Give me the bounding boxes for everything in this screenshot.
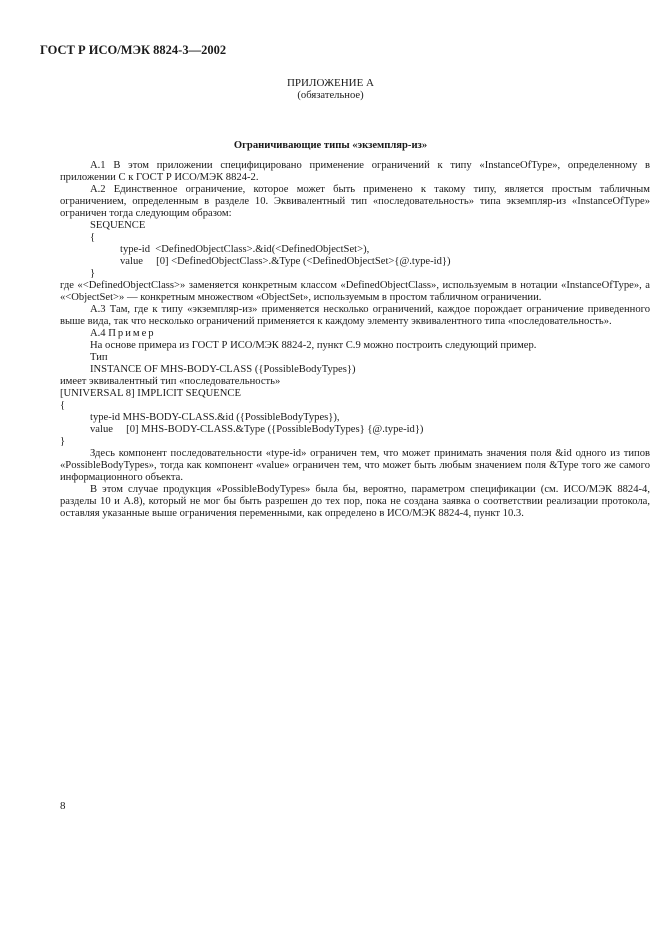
- paragraph-where: где «<DefinedObjectClass>» заменяется конкретным классом «DefinedObjectClass», используемым в нотации «InstanceOfType», а «<ObjectSet>» — конкретным множеством «ObjectSet», используемым в простом табличном ограничении.: [60, 280, 650, 303]
- code-line: {: [90, 232, 96, 243]
- code-line: type-id MHS-BODY-CLASS.&id ({PossibleBodyTypes}),: [90, 412, 340, 423]
- annex-title: ПРИЛОЖЕНИЕ А: [286, 77, 374, 89]
- paragraph-a1: А.1 В этом приложении специфицировано применение ограничений к типу «InstanceOfType», определенному в приложении С к ГОСТ Р ИСО/МЭК 8824-2.: [60, 160, 650, 183]
- paragraph-case: В этом случае продукция «PossibleBodyTypes» была бы, вероятно, параметром спецификации (см. ИСО/МЭК 8824-4, разделы 10 и А.8), который не мог бы быть разрешен до тех пор, пока не создана заявка о соответствии реализации протокола, оставляя указанные выше ограничения переменными, как определено в ИСО/МЭК 8824-4, пункт 10.3.: [60, 484, 650, 519]
- document-header: ГОСТ Р ИСО/МЭК 8824-3—2002: [40, 43, 227, 57]
- paragraph-a4: На основе примера из ГОСТ Р ИСО/МЭК 8824-2, пункт С.9 можно построить следующий пример.: [90, 340, 537, 351]
- code-line: }: [90, 268, 96, 279]
- code-line: type-id <DefinedObjectClass>.&id(<DefinedObjectSet>),: [120, 244, 370, 255]
- paragraph-a4-heading: [60, 328, 650, 340]
- paragraph-a3: А.3 Там, где к типу «экземпляр-из» применяется несколько ограничений, каждое порождает ограничение приведенного выше вида, так что несколько ограничений применяется к каждому элементу эквивалентного типа «последовательность».: [60, 304, 650, 327]
- code-line: Тип: [90, 352, 108, 363]
- paragraph-a2: А.2 Единственное ограничение, которое может быть применено к такому типу, является простым табличным ограничением, определенным в разделе 10. Эквивалентный тип «последовательность» типа экземпляр-из «InstanceOfType» ограничен тогда следующим образом:: [60, 184, 650, 219]
- code-line: value [0] <DefinedObjectClass>.&Type (<DefinedObjectSet>{@.type-id}): [120, 256, 451, 267]
- code-line: }: [60, 436, 66, 447]
- a4-number: А.4: [90, 328, 106, 339]
- code-line: value [0] MHS-BODY-CLASS.&Type ({PossibleBodyTypes} {@.type-id}): [90, 424, 424, 435]
- code-line: {: [60, 400, 66, 411]
- code-line: SEQUENCE: [90, 220, 146, 231]
- a4-label: Пример: [108, 328, 156, 339]
- section-heading: Ограничивающие типы «экземпляр-из»: [233, 140, 428, 151]
- page-number: 8: [60, 800, 66, 812]
- document-body: [60, 160, 650, 520]
- paragraph-here: Здесь компонент последовательности «type-id» ограничен тем, что может принимать значения поля &id одного из типов «PossibleBodyTypes», тогда как компонент «value» ограничен тем, что может быть любым значением поля &Type того же самого информационного объекта.: [60, 448, 650, 483]
- code-line: [UNIVERSAL 8] IMPLICIT SEQUENCE: [60, 388, 241, 399]
- annex-status: (обязательное): [297, 90, 364, 101]
- code-line: имеет эквивалентный тип «последовательность»: [60, 376, 281, 387]
- code-line: INSTANCE OF MHS-BODY-CLASS ({PossibleBodyTypes}): [90, 364, 356, 375]
